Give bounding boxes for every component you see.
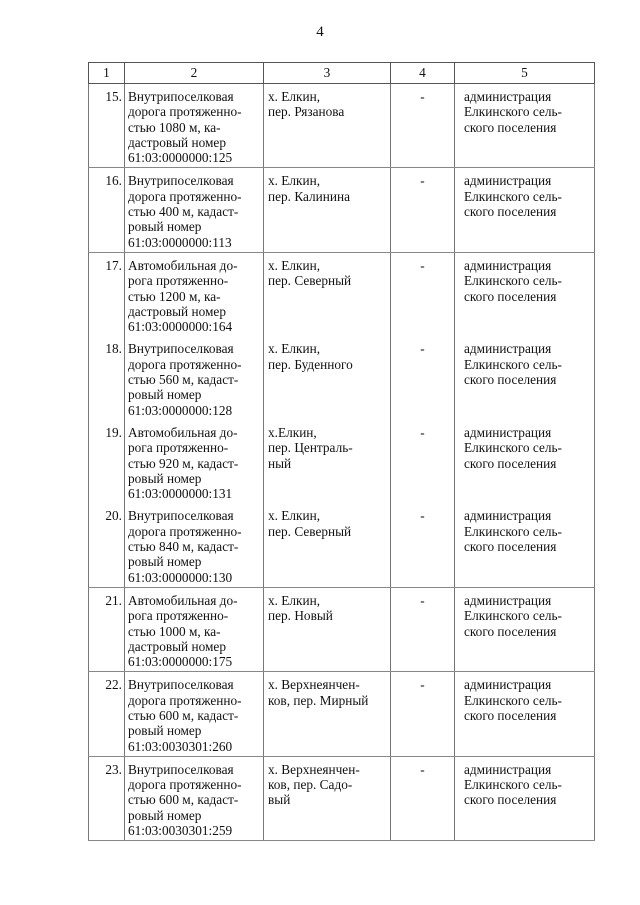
col4-value: - (391, 84, 455, 168)
col4-value: - (391, 336, 455, 419)
object-location: х. Елкин, пер. Северный (264, 503, 391, 587)
row-number: 21. (89, 587, 125, 671)
object-description: Автомобильная до- рога протяженно- стью 1200 м, ка- дастровый номер 61:03:0000000:164 (125, 252, 264, 336)
object-location: х. Елкин, пер. Рязанова (264, 84, 391, 168)
object-location: х.Елкин, пер. Централь- ный (264, 420, 391, 503)
table-row (89, 252, 595, 336)
table-row (89, 672, 595, 756)
header-col-4: 4 (391, 63, 455, 84)
table-header (89, 63, 595, 84)
col4-value: - (391, 756, 455, 840)
header-col-3: 3 (264, 63, 391, 84)
object-owner: администрация Елкинского сель- ского поселения (455, 503, 595, 587)
table-row (89, 420, 595, 503)
object-description: Внутрипоселковая дорога протяженно- стью 600 м, кадаст- ровый номер 61:03:0030301:260 (125, 672, 264, 756)
property-table (88, 62, 595, 841)
object-location: х. Елкин, пер. Новый (264, 587, 391, 671)
col4-value: - (391, 587, 455, 671)
row-number: 17. (89, 252, 125, 336)
object-owner: администрация Елкинского сель- ского поселения (455, 252, 595, 336)
object-owner: администрация Елкинского сель- ского поселения (455, 756, 595, 840)
col4-value: - (391, 168, 455, 252)
object-location: х. Верхнеянчен- ков, пер. Мирный (264, 672, 391, 756)
object-owner: администрация Елкинского сель- ского поселения (455, 420, 595, 503)
header-col-1: 1 (89, 63, 125, 84)
table-row (89, 756, 595, 840)
object-description: Внутрипоселковая дорога протяженно- стью 560 м, кадаст- ровый номер 61:03:0000000:128 (125, 336, 264, 419)
col4-value: - (391, 503, 455, 587)
object-description: Автомобильная до- рога протяженно- стью 1000 м, ка- дастровый номер 61:03:0000000:175 (125, 587, 264, 671)
col4-value: - (391, 252, 455, 336)
object-owner: администрация Елкинского сель- ского поселения (455, 587, 595, 671)
table-row (89, 84, 595, 168)
object-description: Внутрипоселковая дорога протяженно- стью 840 м, кадаст- ровый номер 61:03:0000000:130 (125, 503, 264, 587)
row-number: 19. (89, 420, 125, 503)
object-location: х. Елкин, пер. Калинина (264, 168, 391, 252)
header-col-5: 5 (455, 63, 595, 84)
row-number: 15. (89, 84, 125, 168)
table-row (89, 503, 595, 587)
object-description: Внутрипоселковая дорога протяженно- стью 1080 м, ка- дастровый номер 61:03:0000000:125 (125, 84, 264, 168)
page-number: 4 (316, 24, 324, 40)
table-row (89, 168, 595, 252)
object-description: Внутрипоселковая дорога протяженно- стью 400 м, кадаст- ровый номер 61:03:0000000:113 (125, 168, 264, 252)
row-number: 18. (89, 336, 125, 419)
table-row (89, 587, 595, 671)
object-description: Внутрипоселковая дорога протяженно- стью 600 м, кадаст- ровый номер 61:03:0030301:259 (125, 756, 264, 840)
object-owner: администрация Елкинского сель- ского поселения (455, 672, 595, 756)
table-row (89, 336, 595, 419)
object-location: х. Верхнеянчен- ков, пер. Садо- вый (264, 756, 391, 840)
col4-value: - (391, 672, 455, 756)
object-owner: администрация Елкинского сель- ского поселения (455, 336, 595, 419)
row-number: 20. (89, 503, 125, 587)
row-number: 23. (89, 756, 125, 840)
row-number: 22. (89, 672, 125, 756)
object-owner: администрация Елкинского сель- ского поселения (455, 168, 595, 252)
header-col-2: 2 (125, 63, 264, 84)
object-location: х. Елкин, пер. Северный (264, 252, 391, 336)
table-body (89, 84, 595, 841)
col4-value: - (391, 420, 455, 503)
object-owner: администрация Елкинского сель- ского поселения (455, 84, 595, 168)
object-location: х. Елкин, пер. Буденного (264, 336, 391, 419)
object-description: Автомобильная до- рога протяженно- стью 920 м, кадаст- ровый номер 61:03:0000000:131 (125, 420, 264, 503)
row-number: 16. (89, 168, 125, 252)
